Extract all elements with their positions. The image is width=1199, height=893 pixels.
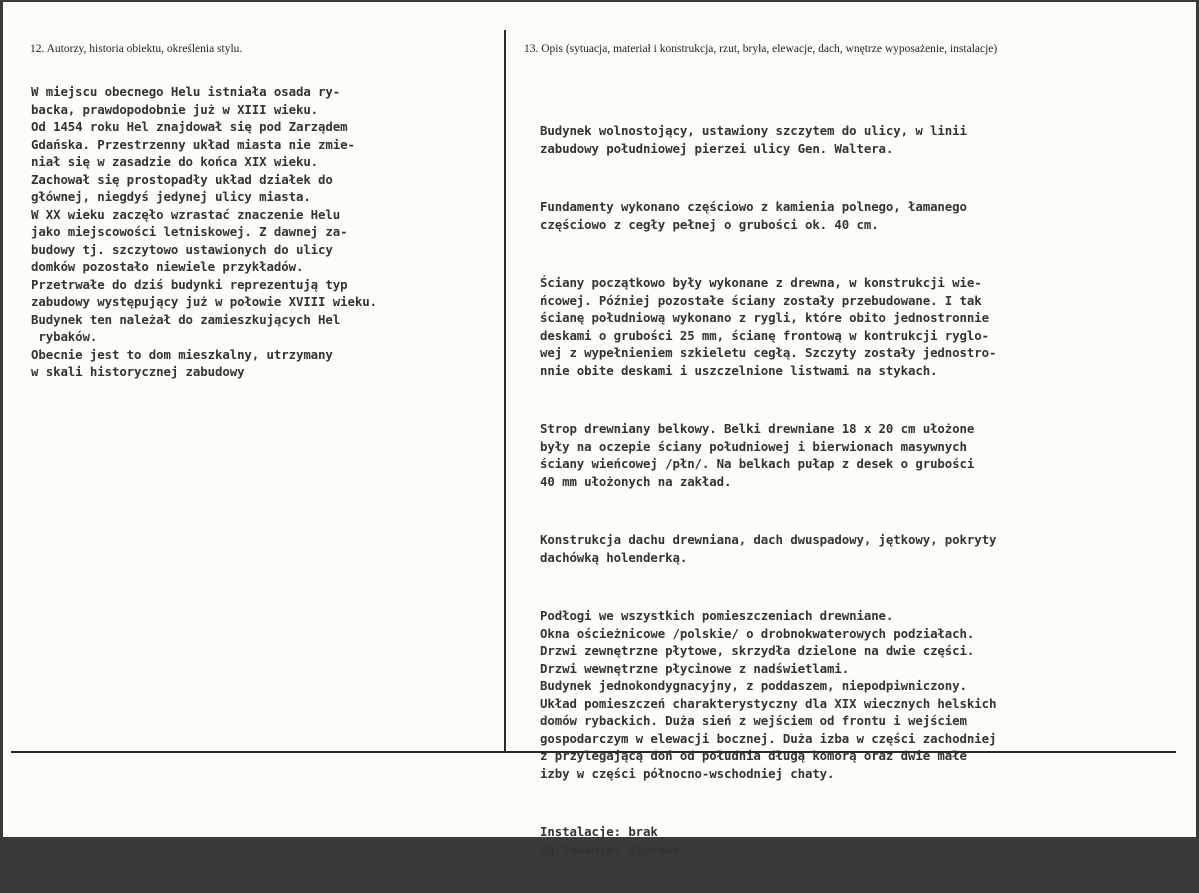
description-paragraph-foundations: Fundamenty wykonano częściowo z kamienia polnego, łamanego częściowo z cegły pełnej o grubości ok. 40 cm. [540, 199, 967, 232]
description-paragraph-ceiling: Strop drewniany belkowy. Belki drewniane 18 x 20 cm ułożone były na oczepie ściany południowej i bierwionach masywnych ściany wieńcowej /płn/. Na belkach pułap z desek o grubości 40 mm ułożonych na zakład. [540, 421, 975, 489]
description-paragraph-walls: Ściany początkowo były wykonane z drewna, w konstrukcji wie- ńcowej. Później pozostałe ściany zostały przebudowane. I tak ścianę południową wykonano z rygli, które obito jednostronnie deskami o grubości 25 mm, ścianę frontową w kontrukcji ryglo- wej z wypełnieniem szkieletu cegłą. Szczyty zostały jednostro- nnie obite deskami i uszczelnione listwami na stykach. [540, 275, 997, 378]
description-paragraph-roof: Konstrukcja dachu drewniana, dach dwuspadowy, jętkowy, pokryty dachówką holenderką. [540, 532, 997, 565]
description-paragraph-location: Budynek wolnostojący, ustawiony szczytem do ulicy, w linii zabudowy południowej pierzei ulicy Gen. Waltera. [540, 123, 967, 156]
document-sheet [3, 2, 1196, 857]
section-13-header: 13. Opis (sytuacja, materiał i konstrukcja, rzut, bryła, elewacje, dach, wnętrze wyposażenie, instalacje) [524, 43, 998, 55]
section-12-header: 12. Autorzy, historia obiektu, określenia stylu. [30, 43, 243, 55]
column-divider [504, 30, 506, 752]
description-paragraph-installations: Instalacje: brak Ogrzewanie: piecowe [540, 824, 680, 857]
history-text: W miejscu obecnego Helu istniała osada ry- backa, prawdopodobnie już w XIII wieku. Od 1454 roku Hel znajdował się pod Zarządem Gdańska. Przestrzenny układ miasta nie zmie- niał się w zasadzie do końca XIX wieku. Zachował się prostopadły układ działek do głównej, niegdyś jedynej ulicy miasta. W XX wieku zaczęło wzrastać znaczenie Helu jako miejscowości letniskowej. Z dawnej za- budowy tj. szczytowo ustawionych do ulicy domków pozostało niewiele przykładów. Przetrwałe do dziś budynki reprezentują typ zabudowy występujący już w połowie XVIII wieku. Budynek ten należał do zamieszkujących Hel rybaków. Obecnie jest to dom mieszkalny, utrzymany w skali historycznej zabudowy [31, 84, 377, 379]
description-paragraph-interior: Podłogi we wszystkich pomieszczeniach drewniane. Okna ościeżnicowe /polskie/ o drobnokwaterowych podziałach. Drzwi zewnętrzne płytowe, skrzydła dzielone na dwie części. Drzwi wewnętrzne płycinowe z nadświetlami. Budynek jednokondygnacyjny, z poddaszem, niepodpiwniczony. Układ pomieszczeń charakterystyczny dla XIX wiecznych helskich domów rybackich. Duża sień z wejściem od frontu i wejściem gospodarczym w elewacji bocznej. Duża izba w części zachodniej z przylegającą doń od południa długą komorą oraz dwie małe izby w części północno-wschodniej chaty. [540, 608, 997, 781]
description-text [540, 87, 1190, 893]
